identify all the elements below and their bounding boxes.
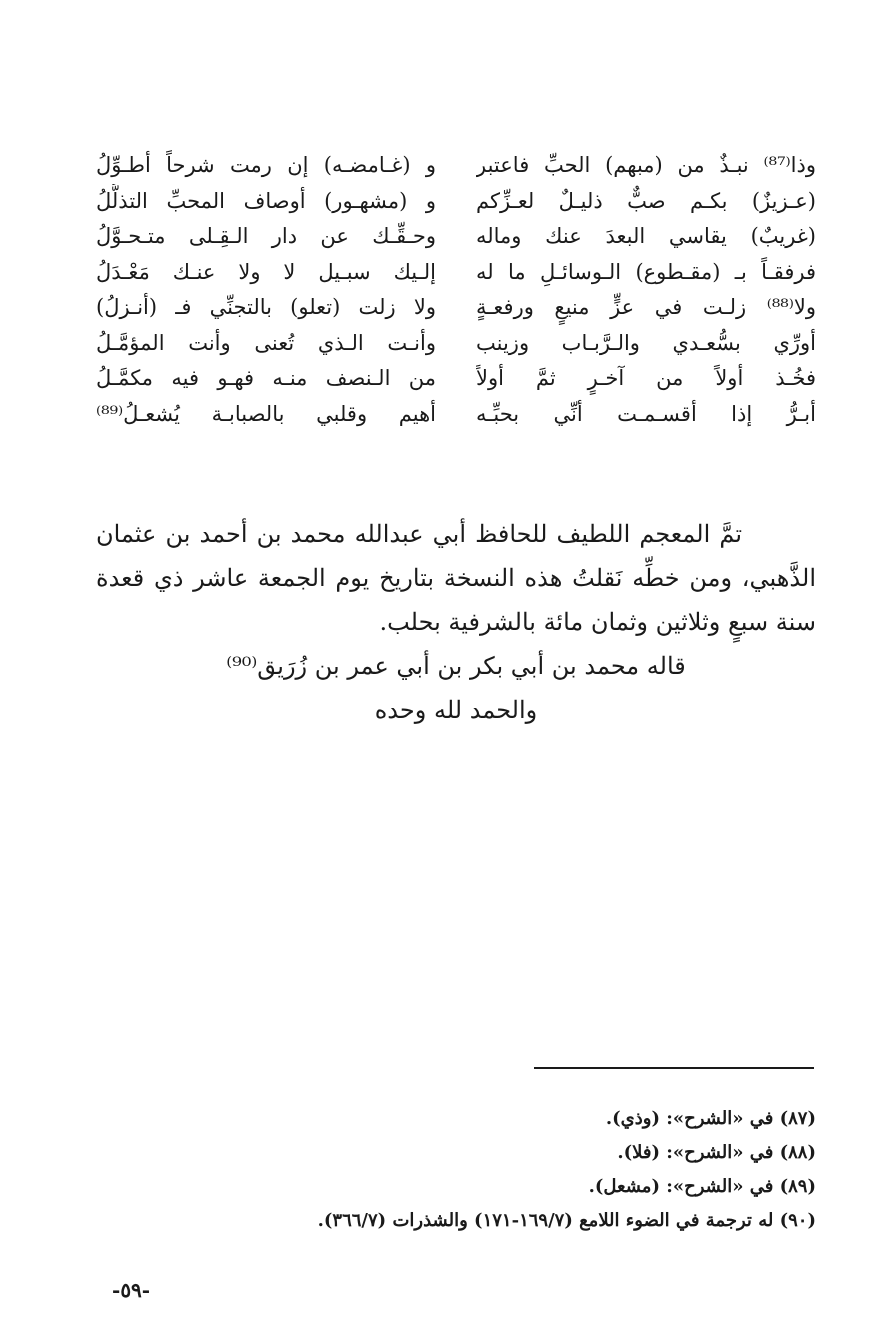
verse-hemistich: أهيم وقلبي بالصبابـة يُشعـلُ⁽⁸⁹⁾	[96, 401, 436, 426]
verse-hemistich: فخُـذ أولاً من آخـرٍ ثمَّ أولاً	[476, 366, 816, 390]
verse-hemistich: و (مشهـور) أوصاف المحبِّ التذلُّلُ	[96, 188, 436, 213]
footnotes	[176, 1102, 816, 1238]
verse-hemistich: وذا⁽⁸⁷⁾ نبـذٌ من (مبهم) الحبِّ فاعتبر	[476, 153, 816, 177]
colophon	[96, 512, 816, 732]
verse-hemistich: وحـقِّـك عن دار الـقِـلى متـحـوَّلُ	[96, 224, 436, 248]
colophon-closing: والحمد لله وحده	[374, 696, 538, 724]
footnote: (٨٨) في «الشرح»: (فلا).	[617, 1142, 816, 1163]
footnote: (٨٧) في «الشرح»: (وذي).	[605, 1108, 816, 1129]
footnote: (٩٠) له ترجمة في الضوء اللامع (١٦٩/٧-١٧١) والشذرات (٣٦٦/٧).	[317, 1210, 816, 1231]
page-number: -٥٩-	[112, 1278, 151, 1302]
verse-hemistich: (غريبٌ) يقاسي البعدَ عنك وماله	[476, 224, 816, 248]
footnote: (٨٩) في «الشرح»: (مشعل).	[588, 1176, 816, 1197]
verse-hemistich: فرفقـاً بـ (مقـطوع) الـوسائـلِ ما له	[476, 259, 816, 284]
verse-hemistich: وأنـت الـذي تُعنى وأنت المؤمَّـلُ	[96, 330, 436, 355]
poem-right-column	[476, 148, 816, 432]
verse-hemistich: (عـزيزٌ) بكـم صبٌّ ذليـلٌ لعـزِّكم	[476, 188, 816, 213]
colophon-signature: قاله محمد بن أبي بكر بن أبي عمر بن زُرَيق⁽⁹⁰⁾	[226, 652, 686, 680]
verse-hemistich: أبـرُّ إذا أقسـمـت أنِّي بحبِّـه	[476, 401, 816, 426]
verse-hemistich: أورِّي بسُّعـدي والـرَّبـاب وزينب	[476, 330, 816, 355]
poem-left-column	[96, 148, 436, 432]
footnote-divider	[534, 1067, 814, 1069]
verse-hemistich: ولا⁽⁸⁸⁾ زلـت في عزٍّ منيعٍ ورفعـةٍ	[476, 295, 816, 319]
verse-hemistich: إلـيك سبـيل لا ولا عنـك مَعْـدَلُ	[96, 259, 436, 284]
verse-hemistich: من الـنصف منـه فهـو فيه مكمَّـلُ	[96, 366, 436, 390]
poem	[96, 148, 816, 432]
verse-hemistich: ولا زلت (تعلو) بالتجنِّي فـ (أنـزلُ)	[96, 295, 436, 319]
verse-hemistich: و (غـامضـه) إن رمت شرحاً أطـوِّلُ	[96, 153, 436, 177]
colophon-paragraph: تمَّ المعجم اللطيف للحافظ أبي عبدالله محمد بن أحمد بن عثمان الذَّهبي، ومن خطِّه نَقلتُ هذه النسخة بتاريخ يوم الجمعة عاشر ذي قعدة سنة سبعٍ وثلاثين وثمان مائة بالشرفية بحلب.	[96, 520, 816, 636]
